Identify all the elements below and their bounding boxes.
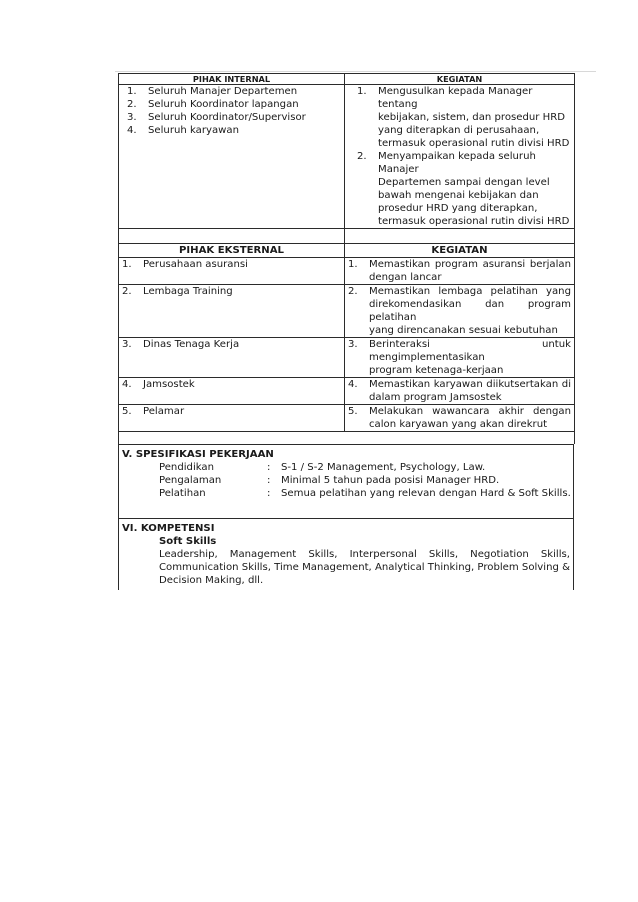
competency-title: VI. KOMPETENSI [122,523,215,534]
list-item: 1. Mengusulkan kepada Manager tentang kebijakan, sistem, dan prosedur HRD yang diterapkan di perusahaan, termasuk operasional rutin divisi HRD [357,86,570,149]
external-header-right: KEGIATAN [345,244,575,258]
external-header-row [119,244,575,258]
soft-skills-title: Soft Skills [159,536,217,547]
list-item: 3. Seluruh Koordinator/Supervisor [127,112,306,123]
internal-relations-table [118,73,575,444]
internal-activities-list [357,85,571,228]
table-row: 1. Perusahaan asuransi 1. Memastikan program asuransi berjalan dengan lancar [119,258,575,285]
internal-header-row [119,74,575,85]
job-specification-title: V. SPESIFIKASI PEKERJAAN [122,449,274,460]
external-header-left: PIHAK EKSTERNAL [119,244,345,258]
list-item: 2. Menyampaikan kepada seluruh Manajer Departemen sampai dengan level bawah mengenai kebijakan dan prosedur HRD yang diterapkan, termasuk operasional rutin divisi HRD [357,151,570,227]
table-spacer-row [119,229,575,244]
internal-header-right: KEGIATAN [345,74,575,85]
list-item: 4. Seluruh karyawan [127,125,239,136]
internal-body-row [119,85,575,229]
job-specification-section [118,444,574,518]
document-page [118,73,574,590]
list-item: 1. Seluruh Manajer Departemen [127,86,298,97]
table-row: 4. Jamsostek 4. Memastikan karyawan diikutsertakan di dalam program Jamsostek [119,378,575,405]
spec-row-training: Pelatihan : Semua pelatihan yang relevan dengan Hard & Soft Skills. [159,488,571,499]
top-rule [115,71,596,72]
internal-header-left: PIHAK INTERNAL [119,74,345,85]
list-item: 2. Seluruh Koordinator lapangan [127,99,299,110]
table-row: 5. Pelamar 5. Melakukan wawancara akhir dengan calon karyawan yang akan direkrut [119,405,575,432]
spec-row-education: Pendidikan : S-1 / S-2 Management, Psychology, Law. [159,462,486,473]
table-row: 2. Lembaga Training 2. Memastikan lembaga pelatihan yang direkomendasikan dan program pelatihan yang direncanakan sesuai kebutuhan [119,285,575,338]
soft-skills-list: Leadership, Management Skills, Interpersonal Skills, Negotiation Skills, Communication Skills, Time Management, Analytical Thinking, Problem Solving & Decision Making, dll. [159,549,570,586]
internal-parties-list [127,85,341,137]
spec-row-experience: Pengalaman : Minimal 5 tahun pada posisi Manager HRD. [159,475,500,486]
competency-section [118,518,574,590]
table-spacer-row [119,432,575,445]
table-row: 3. Dinas Tenaga Kerja 3. Berinteraksi untuk mengimplementasikan program ketenaga-kerjaan [119,338,575,378]
